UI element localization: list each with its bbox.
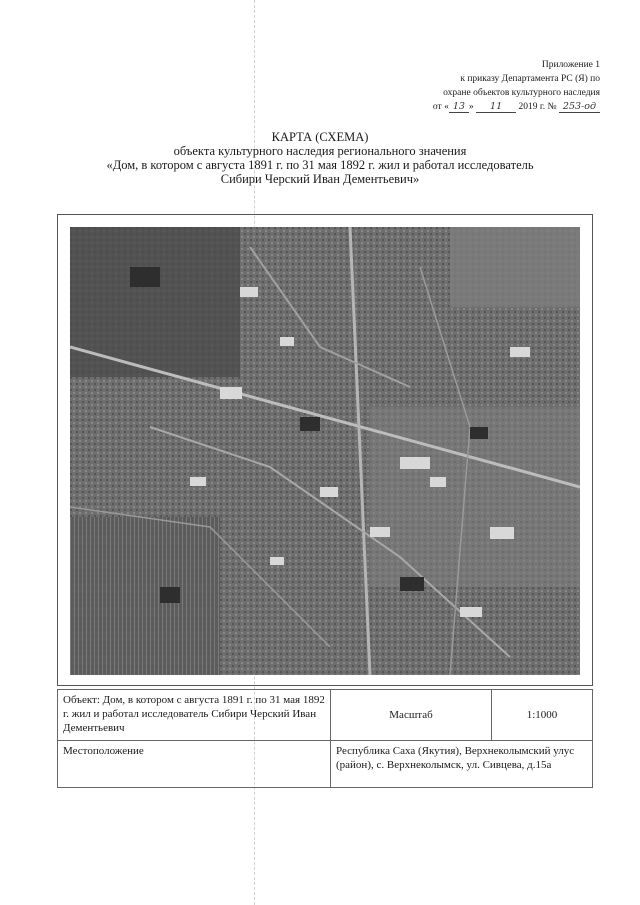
appendix-line-2: к приказу Департамента РС (Я) по xyxy=(460,74,600,84)
title-line-1: КАРТА (СХЕМА) xyxy=(271,130,369,144)
date-day: 13 xyxy=(449,101,469,113)
map-frame xyxy=(57,214,593,686)
table-row xyxy=(58,741,593,788)
appendix-line-3: охране объектов культурного наследия xyxy=(443,88,600,98)
date-mid: » xyxy=(468,102,474,112)
appendix-date-line xyxy=(340,100,600,114)
location-value-cell: Республика Саха (Якутия), Верхнеколымский улус (район), с. Верхнеколымск, ул. Сивцева, д.15а xyxy=(331,741,593,788)
title-line-3: «Дом, в котором с августа 1891 г. по 31 мая 1892 г. жил и работал исследователь xyxy=(106,158,534,172)
appendix-header xyxy=(340,58,600,114)
location-label-cell: Местоположение xyxy=(58,741,331,788)
title-line-4: Сибири Черский Иван Дементьевич» xyxy=(220,172,420,186)
scale-value-cell: 1:1000 xyxy=(492,690,593,741)
title-line-2: объекта культурного наследия регионального значения xyxy=(173,144,467,158)
document-title xyxy=(60,130,580,186)
aerial-map-image xyxy=(70,227,580,675)
date-month: 11 xyxy=(476,101,516,113)
appendix-line-1: Приложение 1 xyxy=(541,60,600,70)
object-cell: Объект: Дом, в котором с августа 1891 г. по 31 мая 1892 г. жил и работал исследователь Сибири Черский Иван Дементьевич xyxy=(58,690,331,741)
info-table xyxy=(57,689,593,788)
date-year: 2019 г. № xyxy=(518,102,557,112)
date-prefix: от « xyxy=(432,102,449,112)
order-number: 253-од xyxy=(559,101,600,113)
table-row xyxy=(58,690,593,741)
scale-label-cell: Масштаб xyxy=(331,690,492,741)
